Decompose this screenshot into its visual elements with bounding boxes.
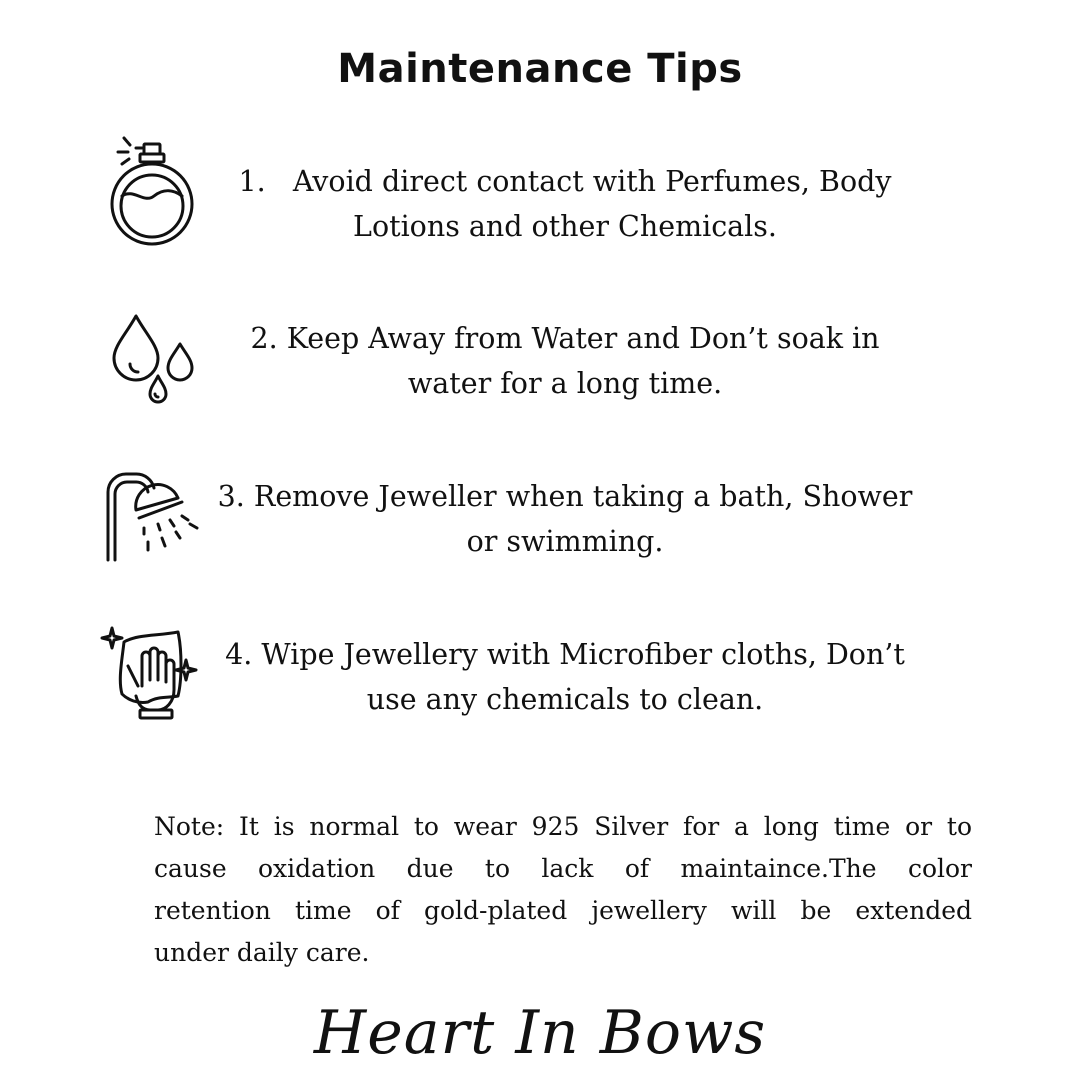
shower-icon <box>102 462 202 574</box>
page-title: Maintenance Tips <box>337 46 743 92</box>
care-note <box>154 806 972 974</box>
note-line-1: Note: It is normal to wear 925 Silver for a long time or to <box>154 812 972 841</box>
tip-4-line-2: use any chemicals to clean. <box>366 683 764 716</box>
tip-4-line-1: 4. Wipe Jewellery with Microfiber cloths, Don’t <box>225 638 905 671</box>
tip-3-line-1: 3. Remove Jeweller when taking a bath, Shower <box>217 480 913 513</box>
tip-3 <box>205 474 925 564</box>
note-line-4: under daily care. <box>154 938 370 967</box>
tip-1-line-1: 1. Avoid direct contact with Perfumes, Body <box>238 165 892 198</box>
water-drops-icon <box>104 302 204 414</box>
tip-3-line-2: or swimming. <box>466 525 664 558</box>
note-line-2: cause oxidation due to lack of maintaince.The color <box>154 854 972 883</box>
tip-2 <box>205 316 925 406</box>
tip-1-line-2: Lotions and other Chemicals. <box>353 210 777 243</box>
cleaning-hand-cloth-icon <box>98 620 198 732</box>
tip-2-line-1: 2. Keep Away from Water and Don’t soak in <box>250 322 880 355</box>
tip-2-line-2: water for a long time. <box>407 367 723 400</box>
brand-signature: Heart In Bows <box>313 998 767 1068</box>
note-line-3: retention time of gold-plated jewellery will be extended <box>154 896 972 925</box>
perfume-bottle-icon <box>104 134 204 246</box>
tip-4 <box>205 632 925 722</box>
tip-1 <box>205 159 925 249</box>
